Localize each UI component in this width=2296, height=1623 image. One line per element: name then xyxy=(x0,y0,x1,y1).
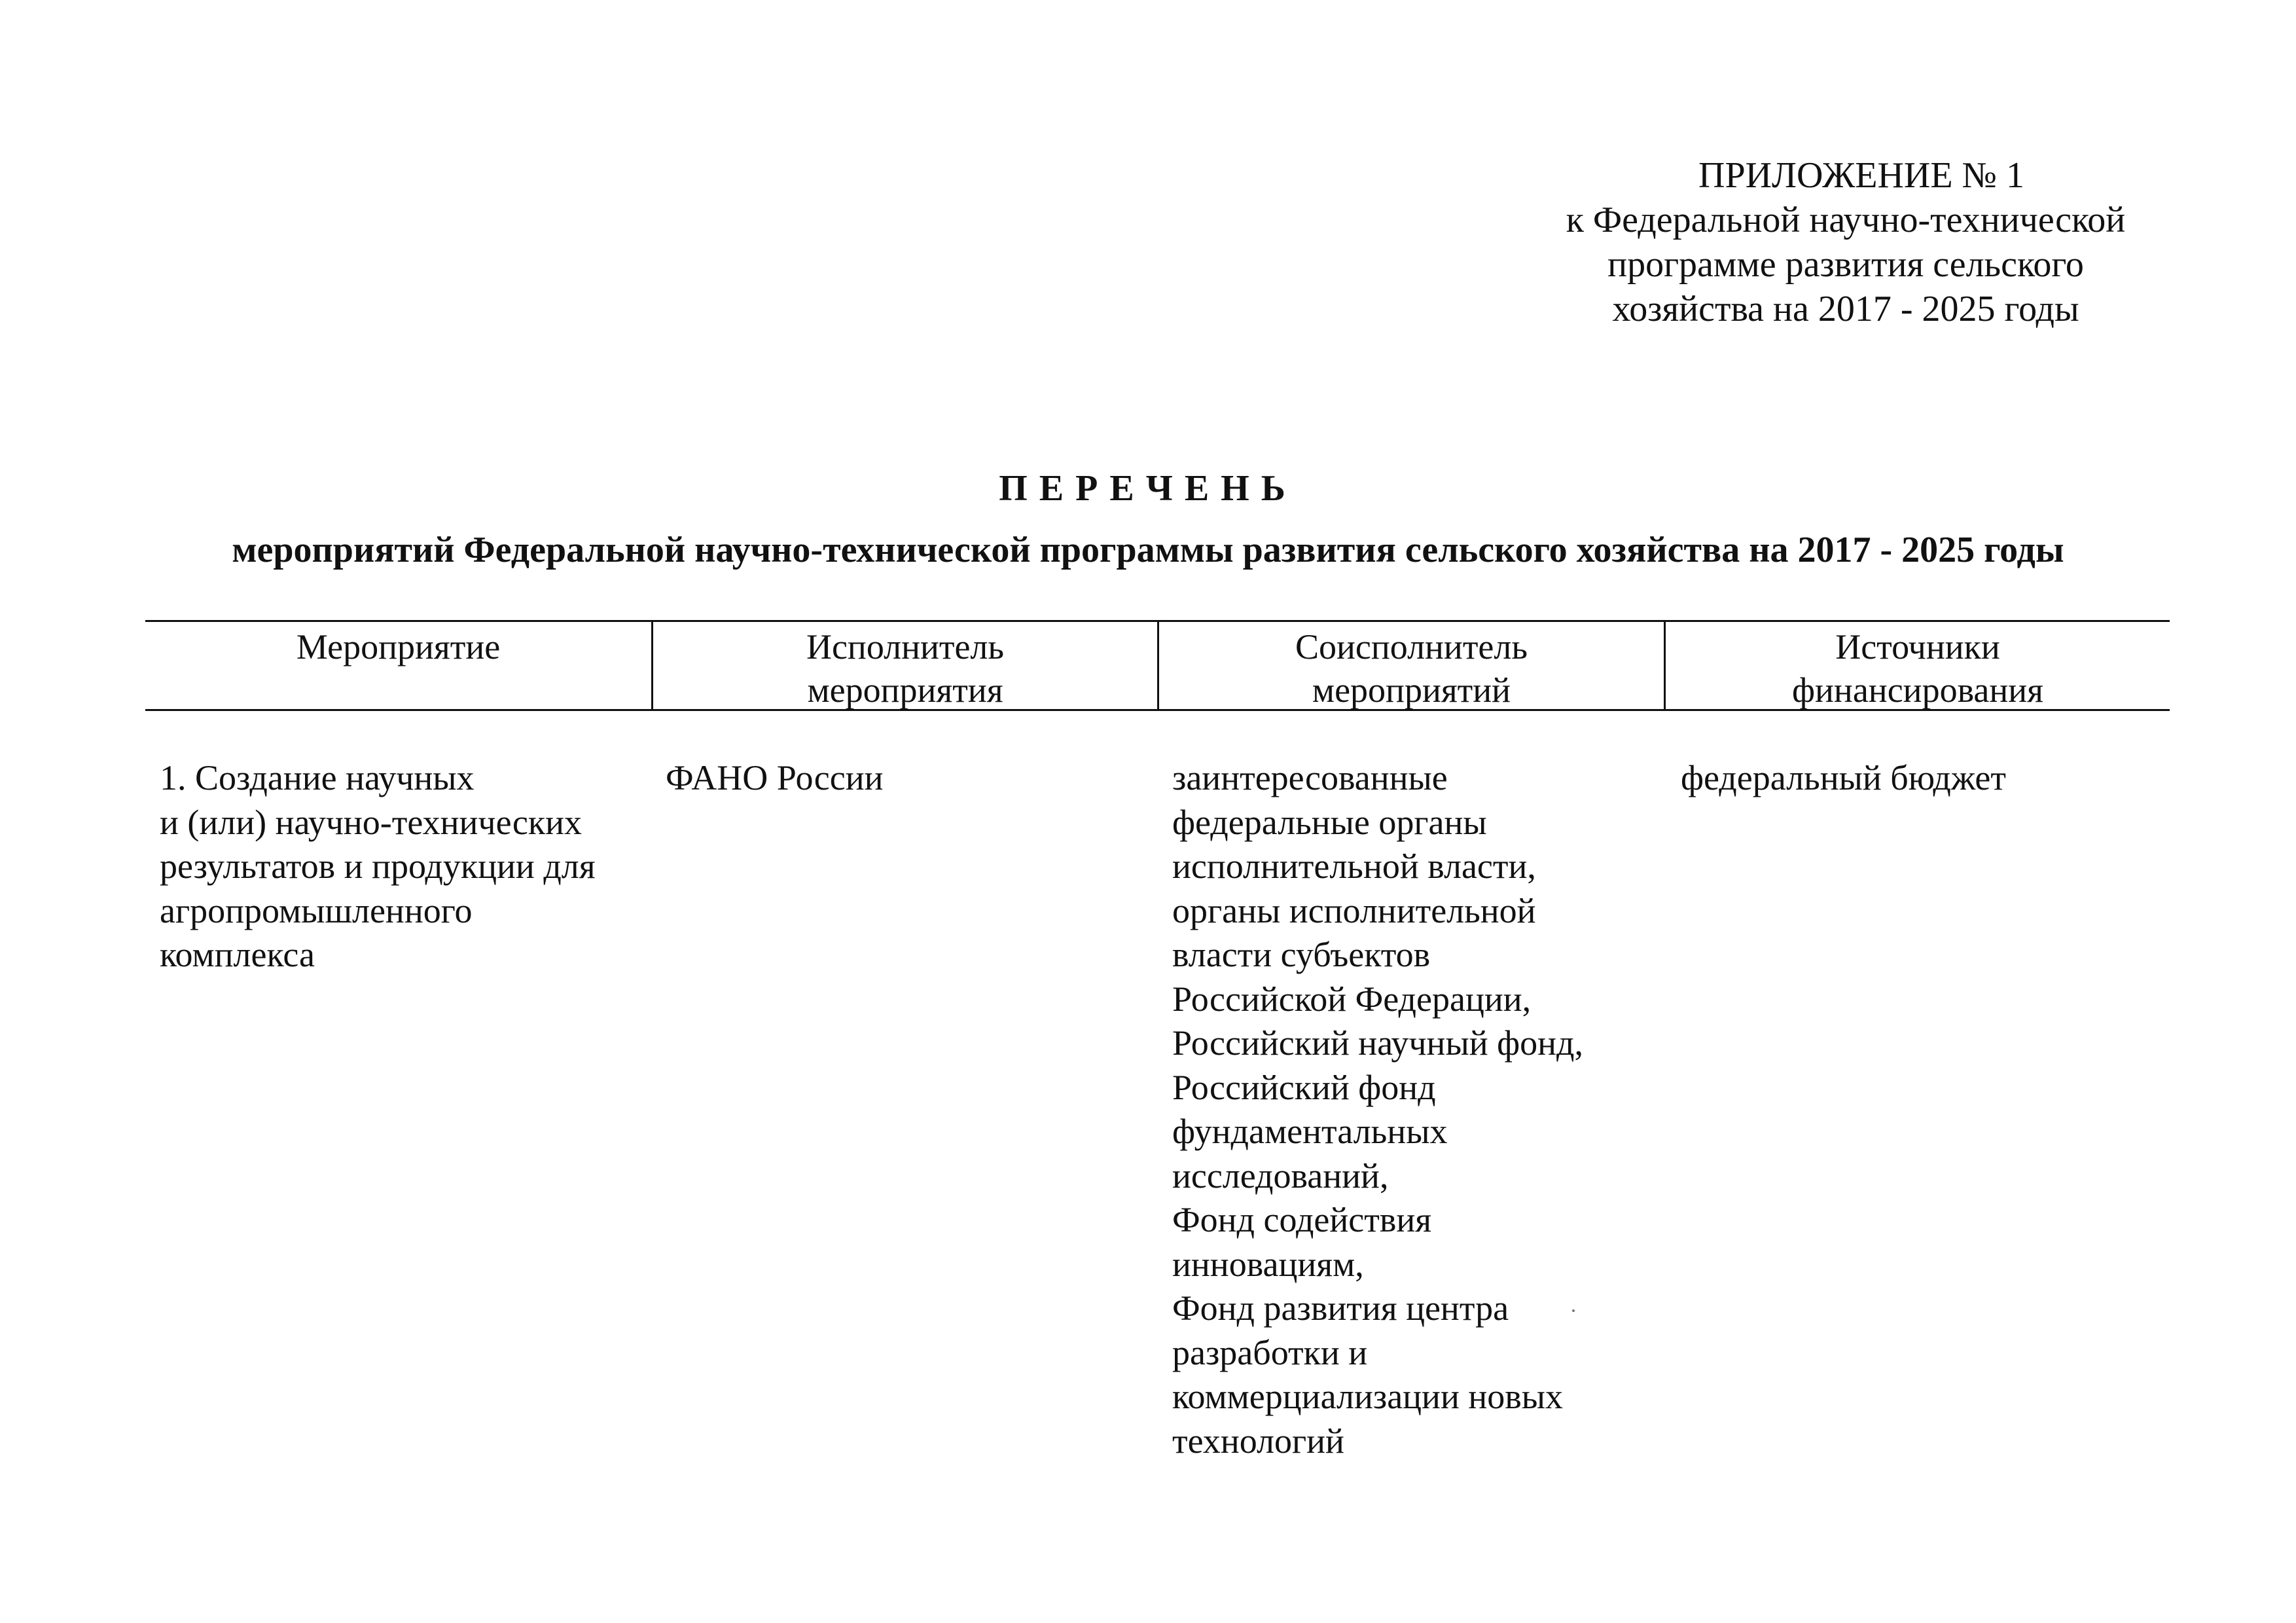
header-text: Источники xyxy=(1835,627,2000,666)
cell-executor xyxy=(666,756,884,801)
annex-line: программе развития сельского xyxy=(1607,244,2084,285)
cell-line: исполнительной власти, xyxy=(1172,847,1536,886)
cell-line: Российский фонд xyxy=(1172,1067,1436,1107)
cell-line: органы исполнительной xyxy=(1172,890,1536,930)
cell-line: ФАНО России xyxy=(666,758,884,797)
document-title: ПЕРЕЧЕНЬ xyxy=(999,468,1297,509)
scan-speck xyxy=(1572,1309,1575,1312)
cell-line: исследований, xyxy=(1172,1156,1389,1195)
cell-line: власти субъектов xyxy=(1172,935,1431,974)
column-header-measure xyxy=(145,625,651,668)
cell-funding xyxy=(1681,756,2006,801)
cell-line: коммерциализации новых xyxy=(1172,1377,1564,1416)
document-subtitle: мероприятий Федеральной научно-технической программы развития сельского хозяйства на 2017 - 2025 годы xyxy=(232,530,2064,570)
cell-line: агропромышленного xyxy=(160,890,473,930)
column-header-funding xyxy=(1666,625,2170,712)
annex-title: ПРИЛОЖЕНИЕ № 1 xyxy=(1698,155,2024,196)
cell-line: Фонд содействия xyxy=(1172,1200,1432,1239)
cell-line: федеральные органы xyxy=(1172,802,1487,842)
cell-line: 1. Создание научных xyxy=(160,758,475,797)
cell-measure xyxy=(160,756,596,977)
annex-line: хозяйства на 2017 - 2025 годы xyxy=(1612,289,2079,329)
header-text: мероприятия xyxy=(807,670,1003,710)
cell-co-executors xyxy=(1172,756,1583,1463)
annex-line: к Федеральной научно-технической xyxy=(1566,200,2126,240)
cell-line: комплекса xyxy=(160,935,315,974)
header-text: Соисполнитель xyxy=(1295,627,1528,666)
cell-line: инновациям, xyxy=(1172,1244,1364,1284)
cell-line: фундаментальных xyxy=(1172,1112,1448,1151)
cell-line: Российской Федерации, xyxy=(1172,979,1532,1019)
cell-line: результатов и продукции для xyxy=(160,847,596,886)
cell-line: технологий xyxy=(1172,1421,1344,1461)
cell-line: федеральный бюджет xyxy=(1681,758,2006,797)
header-text: финансирования xyxy=(1792,670,2043,710)
cell-line: разработки и xyxy=(1172,1332,1368,1372)
cell-line: Российский научный фонд, xyxy=(1172,1023,1583,1063)
column-header-co-executors xyxy=(1159,625,1664,712)
cell-line: Фонд развития центра xyxy=(1172,1288,1509,1328)
cell-line: заинтересованные xyxy=(1172,758,1448,797)
cell-line: и (или) научно-технических xyxy=(160,802,582,842)
annex-block xyxy=(1532,153,2160,331)
header-text: мероприятий xyxy=(1312,670,1511,710)
header-text: Исполнитель xyxy=(806,627,1005,666)
header-text: Мероприятие xyxy=(296,627,501,666)
column-header-executor xyxy=(653,625,1157,712)
